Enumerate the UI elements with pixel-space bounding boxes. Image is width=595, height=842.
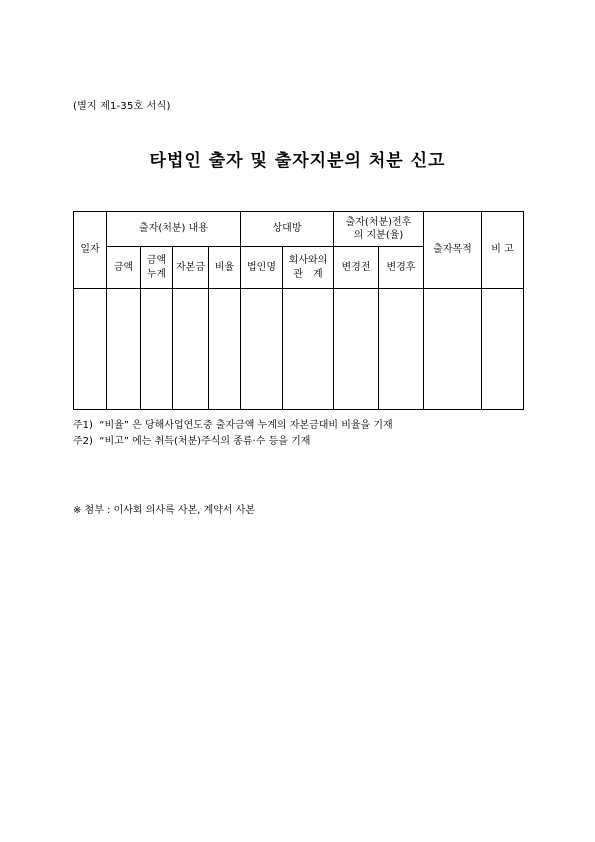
notes-section [73, 418, 393, 450]
cumulative-amount-cell[interactable] [141, 289, 173, 410]
date-header: 일자 [74, 212, 107, 289]
corp-name-header: 법인명 [241, 247, 283, 289]
amount-header: 금액 [107, 247, 141, 289]
capital-header: 자본금 [173, 247, 209, 289]
relation-header-line1: 회사와의 [288, 255, 328, 266]
purpose-header: 출자목적 [424, 212, 482, 289]
cumulative-header-line2: 누계 [146, 268, 167, 280]
cumulative-amount-header [141, 247, 173, 289]
ratio-cell[interactable] [209, 289, 241, 410]
note-1: 주1) “비율” 은 당해사업연도중 출자금액 누계의 자본금대비 비율을 기재 [73, 420, 393, 431]
relation-header [283, 247, 334, 289]
data-entry-row [74, 289, 524, 410]
relation-cell[interactable] [283, 289, 334, 410]
before-change-header: 변경전 [334, 247, 379, 289]
amount-cell[interactable] [107, 289, 141, 410]
before-change-cell[interactable] [334, 289, 379, 410]
note-2: 주2) “비고” 에는 취득(처분)주식의 종류·수 등을 기재 [73, 436, 311, 447]
report-table [73, 211, 524, 410]
relation-header-line2: 관 계 [293, 268, 323, 280]
investment-content-header: 출자(처분) 내용 [107, 212, 241, 247]
form-reference: (별지 제1-35호 서식) [73, 101, 171, 112]
corp-name-cell[interactable] [241, 289, 283, 410]
purpose-cell[interactable] [424, 289, 482, 410]
cumulative-header-line1: 금액 [146, 255, 167, 266]
ratio-header: 비율 [209, 247, 241, 289]
share-header-line1: 출자(처분)전후 [345, 216, 412, 228]
date-cell[interactable] [74, 289, 107, 410]
share-change-header [334, 212, 424, 247]
share-header-line2: 의 지분(율) [353, 230, 404, 241]
counterparty-header: 상대방 [241, 212, 334, 247]
header-row-1 [74, 212, 524, 247]
document-title: 타법인 출자 및 출자지분의 처분 신고 [149, 151, 446, 171]
remarks-cell[interactable] [482, 289, 524, 410]
capital-cell[interactable] [173, 289, 209, 410]
after-change-header: 변경후 [379, 247, 424, 289]
attachment-note: ※ 첨부 : 이사회 의사록 사본, 계약서 사본 [73, 505, 256, 516]
after-change-cell[interactable] [379, 289, 424, 410]
remarks-header: 비 고 [482, 212, 524, 289]
